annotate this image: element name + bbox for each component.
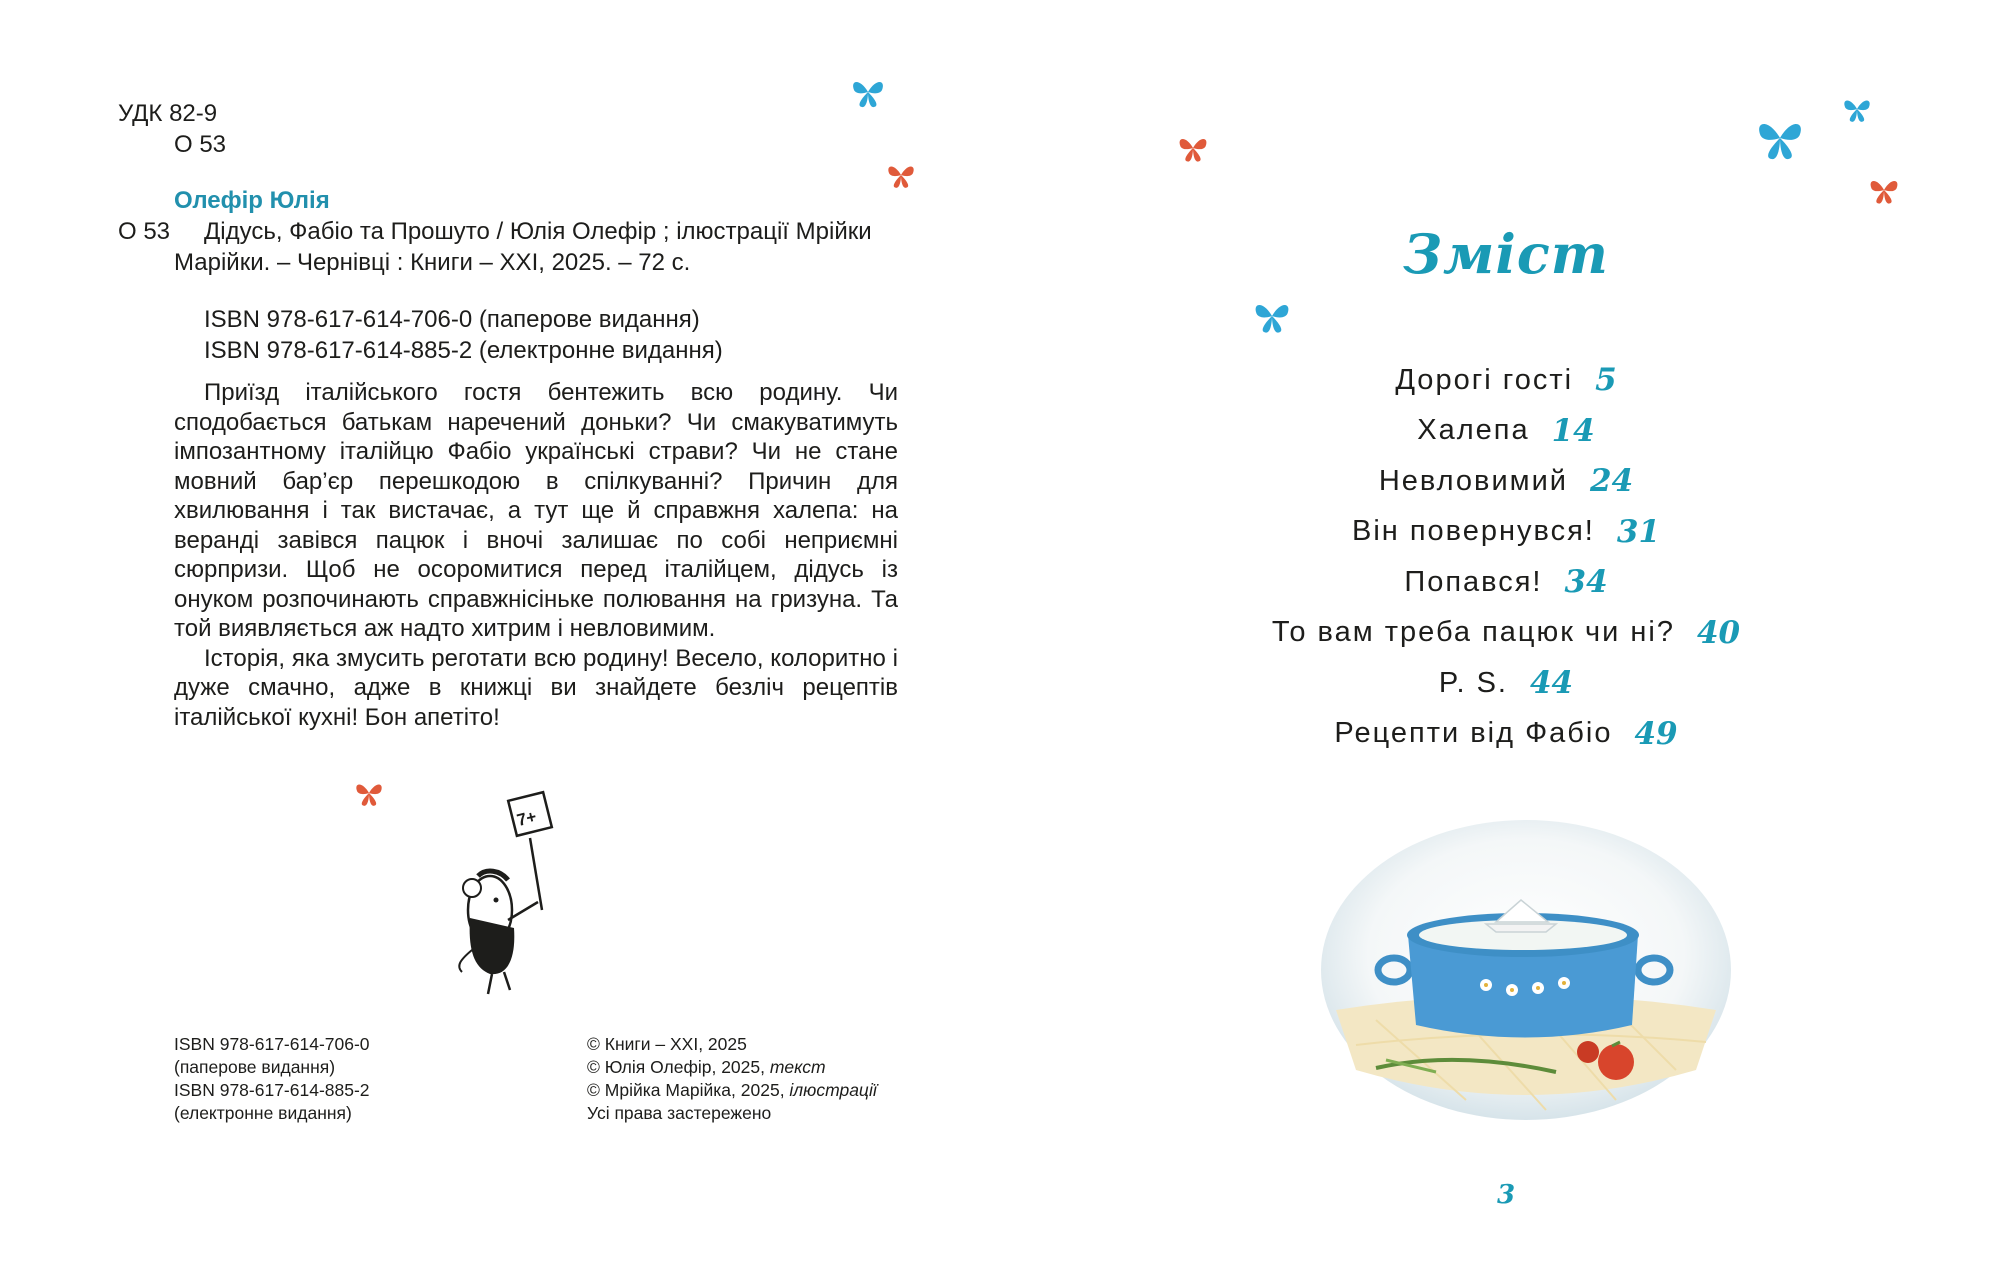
toc-item-label: Дорогі гості	[1395, 363, 1574, 396]
toc-title: Зміст	[1403, 222, 1609, 286]
toc-item-page: 24	[1590, 463, 1634, 500]
toc-item-label: То вам треба пацюк чи ні?	[1271, 616, 1675, 649]
udk-block	[118, 98, 226, 160]
orange-butterfly-icon	[884, 158, 918, 192]
annotation-paragraph: Приїзд італійського гостя бентежить всю родину. Чи сподобається батькам наречений доньки? Чи смакуватимуть імпозантному італійцю Фабіо українські страви? Чи не стане мовний бар’єр перешкодою в спілкуванні? Причин для хвилювання і так вистачає, а тут ще й справжня халепа: на веранді завівся пацюк і вночі залишає по собі неприємні сюрпризи. Щоб не осоромитися перед італійцем, дідусь із онуком розпочинають справжнісіньке полювання на гризуна. Та той виявляється аж надто хитрим і невловимим.	[174, 379, 898, 642]
age-sign-text: 7+	[514, 806, 539, 831]
footer-isbn-line: (електронне видання)	[174, 1103, 352, 1123]
toc-item[interactable]	[1004, 658, 2008, 709]
toc-item-label: Він повернувся!	[1351, 515, 1595, 548]
copyright-line: © Мрійка Марійка, 2025, ілюстрації	[587, 1080, 877, 1100]
footer-copyright	[587, 1033, 877, 1125]
biblio-text: Дідусь, Фабіо та Прошуто / Юлія Олефір ; ілюстрації Мрійки Марійки. – Чернівці : Книги – ХХІ, 2025. – 72 с.	[174, 218, 872, 276]
blue-butterfly-icon	[848, 72, 888, 112]
soup-pot-illustration	[1316, 810, 1736, 1130]
udk-code: О 53	[174, 131, 227, 158]
toc-item-page: 49	[1634, 715, 1678, 752]
toc-item-page: 31	[1616, 513, 1661, 550]
toc-item[interactable]	[1004, 709, 2008, 760]
toc-item-label: Невловимий	[1378, 464, 1568, 497]
copyright-line: © Юлія Олефір, 2025, текст	[587, 1057, 826, 1077]
toc-item-label: Попався!	[1404, 565, 1543, 598]
blue-butterfly-icon	[1840, 92, 1874, 126]
toc-item[interactable]	[1004, 507, 2008, 558]
annotation-paragraph: Історія, яка змусить реготати всю родину! Весело, колоритно і дуже смачно, адже в книжці ви знайдете безліч рецептів італійської кухні! Бон апетіто!	[174, 644, 898, 731]
toc-item[interactable]	[1004, 557, 2008, 608]
orange-butterfly-icon	[1866, 172, 1902, 208]
orange-butterfly-icon	[1175, 130, 1211, 166]
rat-with-age-sign-illustration	[452, 790, 562, 1000]
toc-item[interactable]	[1004, 355, 2008, 406]
toc-item-page: 14	[1551, 412, 1595, 449]
bibliographic-record	[118, 216, 898, 278]
toc-item-page: 40	[1696, 614, 1741, 651]
right-page	[1004, 0, 2008, 1270]
author-name: Олефір Юлія	[174, 187, 330, 214]
table-of-contents	[1004, 355, 2008, 759]
footer-isbn-line: ISBN 978-617-614-706-0	[174, 1034, 370, 1054]
toc-item-page: 44	[1529, 665, 1574, 702]
orange-butterfly-icon	[352, 776, 386, 810]
footer-isbn	[174, 1033, 370, 1125]
toc-item[interactable]	[1004, 406, 2008, 457]
biblio-code: О 53	[118, 218, 171, 245]
blue-butterfly-icon	[1250, 294, 1294, 338]
blue-butterfly-icon	[1752, 110, 1808, 166]
footer-isbn-line: ISBN 978-617-614-885-2	[174, 1080, 370, 1100]
footer-isbn-line: (паперове видання)	[174, 1057, 336, 1077]
isbn-electronic: ISBN 978-617-614-885-2 (електронне видання)	[204, 337, 723, 364]
toc-item[interactable]	[1004, 456, 2008, 507]
udk-label: УДК 82-9	[118, 100, 218, 127]
toc-item[interactable]	[1004, 608, 2008, 659]
copyright-line: Усі права застережено	[587, 1103, 772, 1123]
toc-item-label: Халепа	[1417, 414, 1530, 447]
page-number: 3	[1496, 1180, 1516, 1210]
toc-item-label: Рецепти від Фабіо	[1334, 717, 1613, 750]
toc-item-label: P. S.	[1438, 666, 1508, 699]
isbn-block	[204, 304, 723, 366]
annotation	[174, 378, 898, 732]
copyright-line: © Книги – ХХІ, 2025	[587, 1034, 747, 1054]
toc-item-page: 5	[1595, 362, 1617, 399]
isbn-paper: ISBN 978-617-614-706-0 (паперове видання)	[204, 306, 700, 333]
toc-item-page: 34	[1564, 564, 1608, 601]
